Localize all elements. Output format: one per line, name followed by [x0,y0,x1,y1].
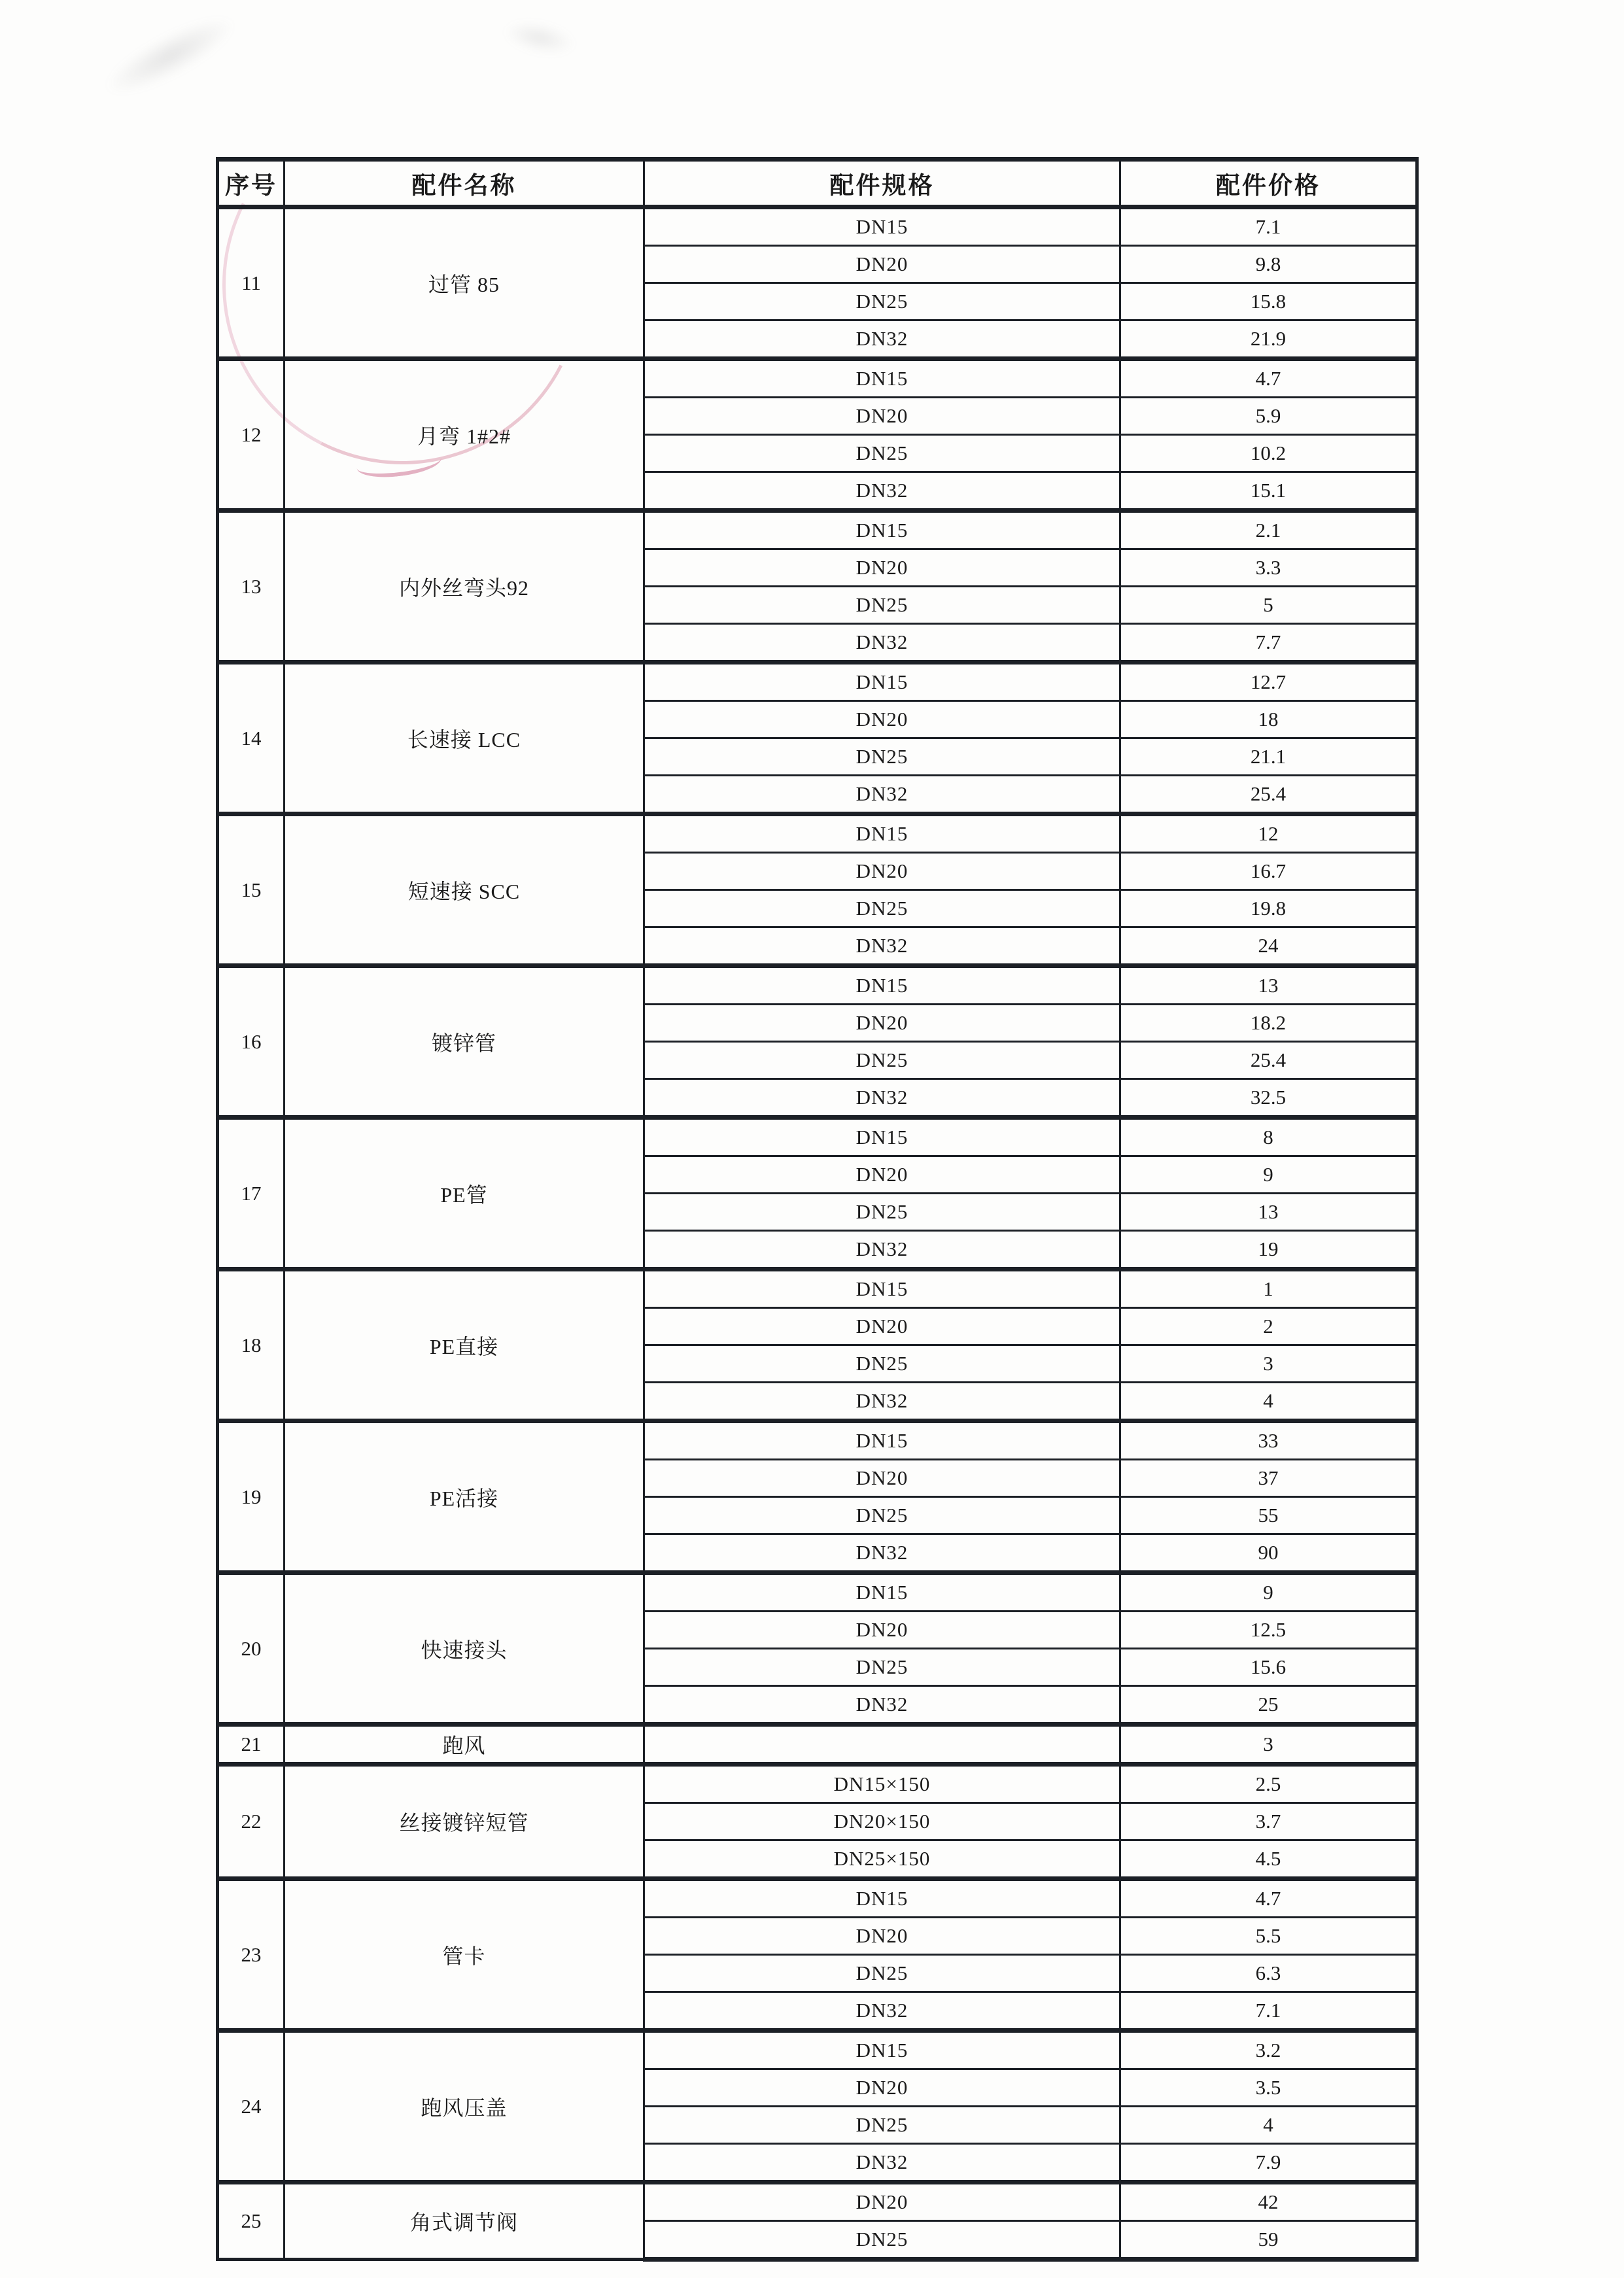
part-spec-cell: DN15 [644,1421,1120,1460]
part-price-cell: 25.4 [1120,776,1417,814]
part-spec-cell: DN20 [644,1612,1120,1649]
part-spec-cell: DN15 [644,814,1120,853]
part-spec-cell [644,1725,1120,1765]
part-spec-cell: DN25 [644,890,1120,927]
part-spec-cell: DN25×150 [644,1840,1120,1879]
part-price-cell: 21.1 [1120,738,1417,776]
part-price-cell: 4.5 [1120,1840,1417,1879]
part-name-cell: 镀锌管 [285,966,644,1118]
part-price-cell: 32.5 [1120,1079,1417,1118]
part-spec-cell: DN15 [644,511,1120,549]
table-row [218,2031,1417,2069]
part-spec-cell: DN25 [644,2107,1120,2144]
part-price-cell: 4 [1120,1383,1417,1421]
part-price-cell: 12.7 [1120,663,1417,701]
table-row [218,1118,1417,1156]
table-row [218,663,1417,701]
part-name-cell: 短速接 SCC [285,814,644,966]
part-name-cell: PE管 [285,1118,644,1269]
part-spec-cell: DN20 [644,1156,1120,1194]
part-price-cell: 15.6 [1120,1649,1417,1686]
part-price-cell: 4 [1120,2107,1417,2144]
part-name-cell: PE活接 [285,1421,644,1573]
part-spec-cell: DN20 [644,1918,1120,1955]
part-spec-cell: DN20 [644,701,1120,738]
part-spec-cell: DN20 [644,246,1120,283]
serial-number-cell: 25 [218,2183,285,2260]
part-price-cell: 10.2 [1120,435,1417,472]
part-price-cell: 1 [1120,1269,1417,1308]
part-price-cell: 12 [1120,814,1417,853]
part-spec-cell: DN25 [644,738,1120,776]
table-row [218,1725,1417,1765]
table-row [218,1573,1417,1612]
serial-number-cell: 16 [218,966,285,1118]
part-spec-cell: DN32 [644,1992,1120,2031]
part-price-cell: 2.5 [1120,1765,1417,1803]
part-spec-cell: DN15 [644,207,1120,246]
table-row [218,2183,1417,2221]
part-name-cell: 丝接镀锌短管 [285,1765,644,1879]
part-spec-cell: DN32 [644,624,1120,663]
part-spec-cell: DN32 [644,1383,1120,1421]
table-header-row [218,160,1417,207]
part-spec-cell: DN15 [644,1118,1120,1156]
part-name-cell: 跑风压盖 [285,2031,644,2183]
part-price-cell: 16.7 [1120,853,1417,890]
part-price-cell: 5 [1120,587,1417,624]
part-price-cell: 5.5 [1120,1918,1417,1955]
serial-number-cell: 14 [218,663,285,814]
part-spec-cell: DN25 [644,1649,1120,1686]
part-spec-cell: DN25 [644,1497,1120,1534]
part-name-cell: 管卡 [285,1879,644,2031]
part-price-cell: 7.7 [1120,624,1417,663]
part-spec-cell: DN25 [644,587,1120,624]
part-price-cell: 55 [1120,1497,1417,1534]
part-name-cell: 跑风 [285,1725,644,1765]
part-spec-cell: DN20 [644,398,1120,435]
serial-number-cell: 19 [218,1421,285,1573]
serial-number-cell: 18 [218,1269,285,1421]
part-spec-cell: DN25 [644,1345,1120,1383]
part-price-cell: 3 [1120,1725,1417,1765]
serial-number-cell: 20 [218,1573,285,1725]
part-spec-cell: DN15 [644,1573,1120,1612]
part-spec-cell: DN32 [644,1231,1120,1269]
part-spec-cell: DN20 [644,1308,1120,1345]
part-spec-cell: DN15 [644,1879,1120,1918]
table-row [218,966,1417,1005]
part-spec-cell: DN15 [644,663,1120,701]
part-price-cell: 6.3 [1120,1955,1417,1992]
part-spec-cell: DN32 [644,2144,1120,2183]
part-spec-cell: DN20 [644,1460,1120,1497]
part-price-cell: 3.7 [1120,1803,1417,1840]
table-row [218,1765,1417,1803]
part-price-cell: 3 [1120,1345,1417,1383]
part-name-cell: 角式调节阀 [285,2183,644,2260]
part-price-cell: 9 [1120,1156,1417,1194]
part-price-cell: 13 [1120,966,1417,1005]
part-price-cell: 4.7 [1120,1879,1417,1918]
part-spec-cell: DN20 [644,2069,1120,2107]
serial-number-cell: 17 [218,1118,285,1269]
part-price-cell: 59 [1120,2221,1417,2260]
part-price-cell: 2 [1120,1308,1417,1345]
serial-number-cell: 22 [218,1765,285,1879]
serial-number-cell: 13 [218,511,285,663]
part-price-cell: 9.8 [1120,246,1417,283]
header-part-spec: 配件规格 [644,160,1120,207]
part-price-cell: 3.3 [1120,549,1417,587]
scan-smudge [501,16,578,60]
part-spec-cell: DN15 [644,2031,1120,2069]
part-price-cell: 13 [1120,1194,1417,1231]
part-spec-cell: DN20 [644,2183,1120,2221]
serial-number-cell: 23 [218,1879,285,2031]
part-price-cell: 24 [1120,927,1417,966]
part-spec-cell: DN15×150 [644,1765,1120,1803]
serial-number-cell: 24 [218,2031,285,2183]
part-spec-cell: DN20×150 [644,1803,1120,1840]
header-serial-number: 序号 [218,160,285,207]
part-price-cell: 2.1 [1120,511,1417,549]
part-spec-cell: DN32 [644,472,1120,511]
part-price-cell: 3.2 [1120,2031,1417,2069]
header-part-price: 配件价格 [1120,160,1417,207]
part-spec-cell: DN15 [644,966,1120,1005]
part-name-cell: PE直接 [285,1269,644,1421]
scan-smudge [97,5,243,107]
parts-table-body [218,207,1417,2260]
part-spec-cell: DN25 [644,1194,1120,1231]
part-price-cell: 15.1 [1120,472,1417,511]
part-spec-cell: DN20 [644,549,1120,587]
parts-price-table [216,157,1419,2262]
part-price-cell: 19 [1120,1231,1417,1269]
part-price-cell: 33 [1120,1421,1417,1460]
part-price-cell: 90 [1120,1534,1417,1573]
part-spec-cell: DN20 [644,1005,1120,1042]
part-name-cell: 长速接 LCC [285,663,644,814]
serial-number-cell: 11 [218,207,285,359]
part-spec-cell: DN32 [644,320,1120,359]
part-spec-cell: DN32 [644,927,1120,966]
part-price-cell: 9 [1120,1573,1417,1612]
table-row [218,359,1417,398]
part-spec-cell: DN25 [644,435,1120,472]
part-spec-cell: DN15 [644,359,1120,398]
part-price-cell: 21.9 [1120,320,1417,359]
part-price-cell: 19.8 [1120,890,1417,927]
part-price-cell: 7.1 [1120,1992,1417,2031]
part-price-cell: 8 [1120,1118,1417,1156]
part-name-cell: 月弯 1#2# [285,359,644,511]
part-spec-cell: DN20 [644,853,1120,890]
table-row [218,1421,1417,1460]
part-price-cell: 42 [1120,2183,1417,2221]
part-price-cell: 18 [1120,701,1417,738]
part-spec-cell: DN32 [644,1534,1120,1573]
part-price-cell: 4.7 [1120,359,1417,398]
part-spec-cell: DN25 [644,2221,1120,2260]
part-price-cell: 18.2 [1120,1005,1417,1042]
part-price-cell: 12.5 [1120,1612,1417,1649]
table-row [218,1269,1417,1308]
serial-number-cell: 12 [218,359,285,511]
table-row [218,207,1417,246]
part-price-cell: 37 [1120,1460,1417,1497]
part-price-cell: 5.9 [1120,398,1417,435]
part-name-cell: 内外丝弯头92 [285,511,644,663]
table-row [218,1879,1417,1918]
serial-number-cell: 21 [218,1725,285,1765]
part-price-cell: 7.1 [1120,207,1417,246]
part-spec-cell: DN25 [644,1955,1120,1992]
header-part-name: 配件名称 [285,160,644,207]
serial-number-cell: 15 [218,814,285,966]
part-price-cell: 25.4 [1120,1042,1417,1079]
part-price-cell: 25 [1120,1686,1417,1725]
part-spec-cell: DN25 [644,283,1120,320]
part-spec-cell: DN32 [644,1686,1120,1725]
part-spec-cell: DN32 [644,776,1120,814]
part-price-cell: 3.5 [1120,2069,1417,2107]
table-row [218,814,1417,853]
part-price-cell: 15.8 [1120,283,1417,320]
part-name-cell: 过管 85 [285,207,644,359]
part-price-cell: 7.9 [1120,2144,1417,2183]
part-spec-cell: DN25 [644,1042,1120,1079]
part-spec-cell: DN32 [644,1079,1120,1118]
table-row [218,511,1417,549]
part-spec-cell: DN15 [644,1269,1120,1308]
part-name-cell: 快速接头 [285,1573,644,1725]
